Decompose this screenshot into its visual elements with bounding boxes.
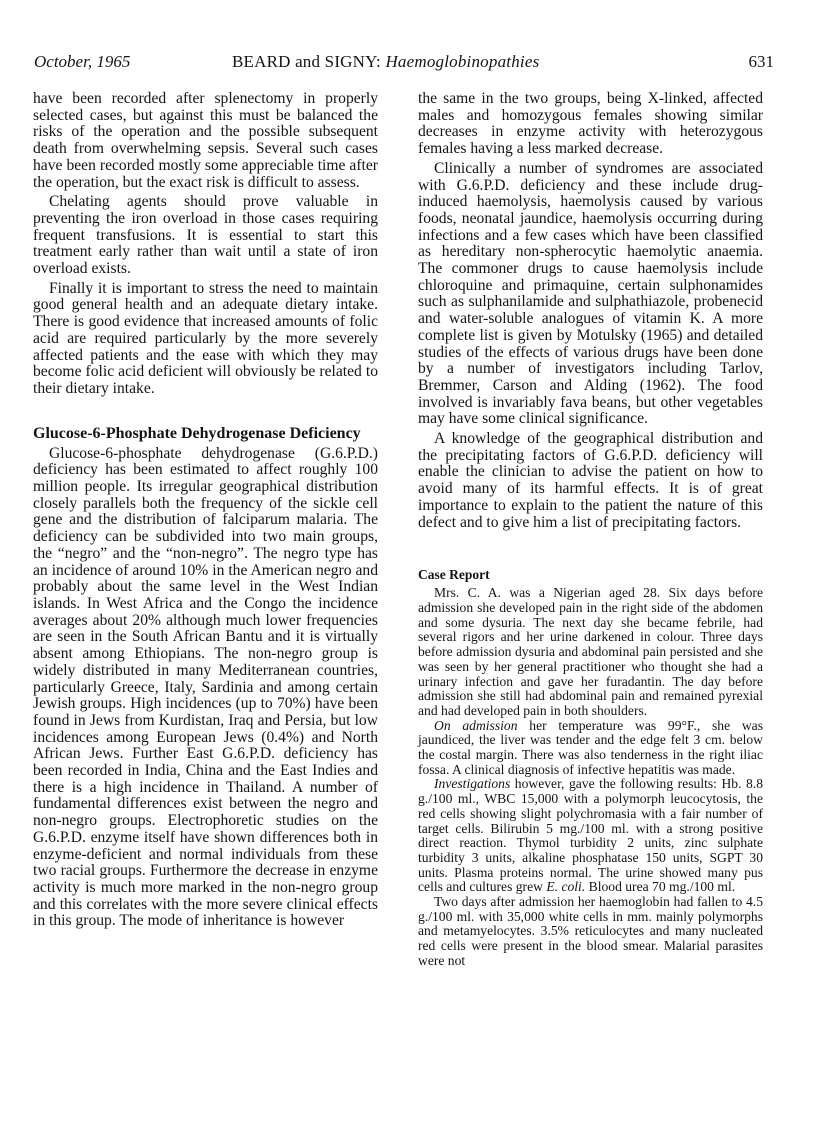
paragraph-g6pd-intro: Glucose-6-phosphate dehydrogenase (G.6.P.D.) deficiency has been estimated to affect roughly 100 million people. Its irregular geographical distribution closely parallels both the frequency of the sickle cell gene and the distribution of falciparum malaria. The deficiency can be subdivided into two main groups, the “negro” and the “non-negro”. The negro type has an incidence of around 10% in the American negro and probably about the same level in the West Indian islands. In West Africa and the Congo the incidence averages about 20% although much lower frequencies are seen in the South African Bantu and it is virtually absent among Ethiopians. The non-negro group is widely distributed in many Mediterranean countries, particularly Greece, Italy, Sardinia and among certain Jewish groups. High incidences (up to 70%) have been found in Jews from Kurdistan, Iraq and Persia, but low incidences among European Jews (0.4%) and North African Jews. Further East G.6.P.D. deficiency has been recorded in India, China and the East Indies and there is a high incidence in Thailand. A number of fundamental differences exist between the negro and non-negro groups. Electrophoretic studies on the G.6.P.D. enzyme itself have shown differences both in enzyme-deficient and normal individuals from these two racial groups. Furthermore the decrease in enzyme activity is much more marked in the non-negro group and this correlates with the more severe clinical effects in this group. The mode of inheritance is however [33, 444, 378, 930]
paragraph-splenectomy: have been recorded after splenectomy in properly selected cases, but against this must be balanced the risks of the operation and the possible subsequent death from overwhelming sepsis. Several such cases have been recorded mostly some appreciable time after the operation, but the exact risk is difficult to assess. [33, 90, 378, 191]
case-report-body [418, 586, 763, 968]
section-heading-g6pd: Glucose-6-Phosphate Dehydrogenase Deficiency [33, 424, 361, 442]
running-header [34, 52, 774, 78]
case-paragraph-followup: Two days after admission her haemoglobin had fallen to 4.5 g./100 ml. with 35,000 white cells in mm. mainly polymorphs and metamyelocytes. 3.5% reticulocytes and many nucleated red cells were present in the blood smear. Malarial parasites were not [418, 894, 763, 968]
admission-text: her temperature was 99°F., she was jaundiced, the liver was tender and the edge felt 3 cm. below the costal margin. There was also tenderness in the right iliac fossa. A clinical diagnosis of infective hepatitis was made. [418, 717, 764, 777]
admission-lead: On admission [434, 717, 518, 733]
paragraph-knowledge: A knowledge of the geographical distribution and the precipitating factors of G.6.P.D. deficiency will enable the clinician to advise the patient on how to avoid many of its harmful effects. It is of great importance to explain to the patient the nature of this defect and to give him a list of precipitating factors. [418, 430, 763, 531]
header-journal: Haemoglobinopathies [385, 52, 540, 71]
header-title [232, 52, 539, 72]
investigations-end: Blood urea 70 mg./100 ml. [585, 879, 736, 895]
case-report-heading: Case Report [418, 567, 490, 583]
paragraph-clinical-syndromes: Clinically a number of syndromes are associated with G.6.P.D. deficiency and these include drug-induced haemolysis, haemolysis caused by various foods, neonatal jaundice, haemolysis occurring during infections and a few cases which have been classified as hereditary non-spherocytic haemolytic anaemia. The commoner drugs to cause haemolysis include chloroquine and primaquine, certain sulphonamides such as sulphanilamide and sulphathiazole, probenecid and water-soluble analogues of vitamin K. A more complete list is given by Motulsky (1965) and detailed studies of the effects of various drugs have been done by a number of investigators including Tarlov, Bremmer, Carson and Alding (1962). The food involved is invariably fava beans, but other vegetables may have some clinical significance. [418, 159, 763, 428]
investigations-text: however, gave the following results: Hb. 8.8 g./100 ml., WBC 15,000 with a polymorph leucocytosis, the red cells showing slight polychromasia with a fair number of target cells. Bilirubin 5 mg./100 ml. with a strong positive direct reaction. Thymol turbidity 2 units, zinc sulphate turbidity 3 units, alkaline phosphatase 150 units, SGPT 30 units. Plasma proteins normal. The urine showed many pus cells and cultures grew [418, 776, 763, 895]
left-column [33, 91, 378, 930]
paragraph-chelating-agents: Chelating agents should prove valuable in preventing the iron overload in those cases requiring frequent transfusions. It is essential to start this treatment early rather than wait until a state of iron overload exists. [33, 193, 378, 278]
case-paragraph-investigations [418, 777, 763, 895]
right-column [418, 91, 763, 969]
organism-name: E. coli. [546, 879, 586, 895]
page-number: 631 [748, 52, 774, 71]
paragraph-inheritance: the same in the two groups, being X-linked, affected males and homozygous females showing similar decreases in enzyme activity with heterozygous females having a less marked decrease. [418, 90, 763, 158]
header-authors: BEARD and SIGNY: [232, 52, 381, 71]
case-paragraph-history: Mrs. C. A. was a Nigerian aged 28. Six days before admission she developed pain in the right side of the abdomen and some dysuria. The next day she became febrile, had several rigors and her urine darkened in colour. Three days before admission dysuria and abdominal pain persisted and she was seen by her general practitioner who thought she had a urinary infection and gave her furadantin. The day before admission she still had abdominal pain and remained pyrexial and had developed pain in both shoulders. [418, 585, 763, 718]
case-paragraph-admission [418, 719, 763, 778]
header-date: October, 1965 [34, 52, 131, 71]
investigations-lead: Investigations [434, 776, 511, 792]
paragraph-general-health: Finally it is important to stress the need to maintain good general health and an adequate dietary intake. There is good evidence that increased amounts of folic acid are required particularly by the more severely affected patients and the ease with which they may become folic acid deficient will obviously be related to their dietary intake. [33, 279, 378, 397]
